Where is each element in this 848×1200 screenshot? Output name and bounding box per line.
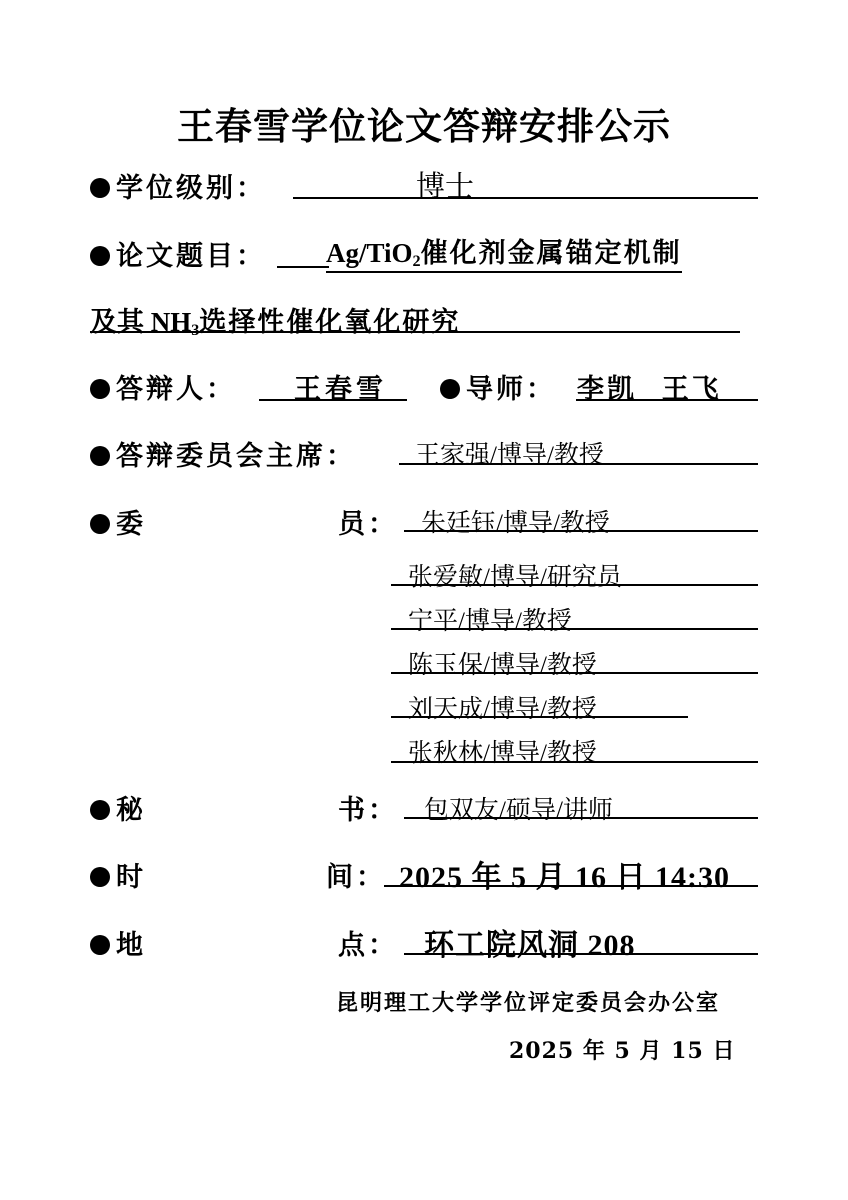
page-title: 王春雪学位论文答辩安排公示 xyxy=(177,104,671,148)
thesis-underline-line2 xyxy=(90,331,740,333)
advisor-label: 导师： xyxy=(466,374,556,405)
degree-underline xyxy=(293,197,758,199)
member-value: 刘天成/博导/教授 xyxy=(408,696,597,723)
thesis-title-part: 选择性催化氧化研究 xyxy=(199,307,461,337)
bullet-icon xyxy=(90,800,110,820)
bullet-icon xyxy=(90,246,110,266)
chair-value: 王家强/博导/教授 xyxy=(415,442,604,469)
secretary-value: 包双友/硕导/讲师 xyxy=(424,797,613,824)
bullet-icon xyxy=(440,379,460,399)
bullet-icon xyxy=(90,446,110,466)
bullet-icon xyxy=(90,178,110,198)
thesis-label: 论文题目： xyxy=(116,241,266,272)
advisor-row-label xyxy=(440,367,556,406)
advisor-value: 李凯 王飞 xyxy=(577,374,722,405)
place-value: 环工院风洞 208 xyxy=(424,929,636,962)
issue-date: 2025 年 5 月 15 日 xyxy=(509,1038,736,1064)
thesis-title-line2 xyxy=(90,300,460,340)
place-label-a: 地 xyxy=(116,930,146,961)
members-label-a: 委 xyxy=(116,509,146,540)
members-row-label xyxy=(90,502,146,541)
time-row-label xyxy=(90,855,146,894)
degree-label: 学位级别： xyxy=(116,173,266,204)
time-value: 2025 年 5 月 16 日 14:30 xyxy=(399,861,730,894)
chair-label: 答辩委员会主席： xyxy=(116,441,356,472)
degree-value: 博士 xyxy=(416,171,475,203)
thesis-row-label xyxy=(90,234,266,273)
secretary-label-b: 书： xyxy=(338,795,398,826)
member-value: 张秋林/博导/教授 xyxy=(408,740,597,767)
member-value: 陈玉保/博导/教授 xyxy=(408,652,597,679)
time-label-b: 间： xyxy=(326,862,386,893)
defender-row-label xyxy=(90,367,236,406)
thesis-title-subscript: 2 xyxy=(412,252,421,271)
bullet-icon xyxy=(90,514,110,534)
secretary-row-label xyxy=(90,788,146,827)
degree-row-label xyxy=(90,166,266,205)
defender-label: 答辩人： xyxy=(116,374,236,405)
bullet-icon xyxy=(90,867,110,887)
thesis-title-line1 xyxy=(326,231,682,273)
member-value: 宁平/博导/教授 xyxy=(408,608,572,635)
place-row-label xyxy=(90,923,146,962)
place-label-b: 点： xyxy=(338,930,398,961)
members-label-b: 员： xyxy=(338,509,398,540)
thesis-title-subscript: 3 xyxy=(191,321,200,340)
bullet-icon xyxy=(90,379,110,399)
thesis-title-part: 催化剂金属锚定机制 xyxy=(420,238,682,268)
thesis-title-part: Ag/TiO xyxy=(326,238,413,268)
thesis-title-part: 及其 NH xyxy=(90,307,192,337)
member-value: 朱廷钰/博导/教授 xyxy=(421,510,610,537)
secretary-label-a: 秘 xyxy=(116,795,146,826)
time-label-a: 时 xyxy=(116,862,146,893)
bullet-icon xyxy=(90,935,110,955)
issuer: 昆明理工大学学位评定委员会办公室 xyxy=(336,990,721,1016)
member-value: 张爱敏/博导/研究员 xyxy=(408,564,622,591)
thesis-underline-lead xyxy=(277,266,329,268)
chair-row-label xyxy=(90,434,356,473)
defender-value: 王春雪 xyxy=(294,374,387,405)
